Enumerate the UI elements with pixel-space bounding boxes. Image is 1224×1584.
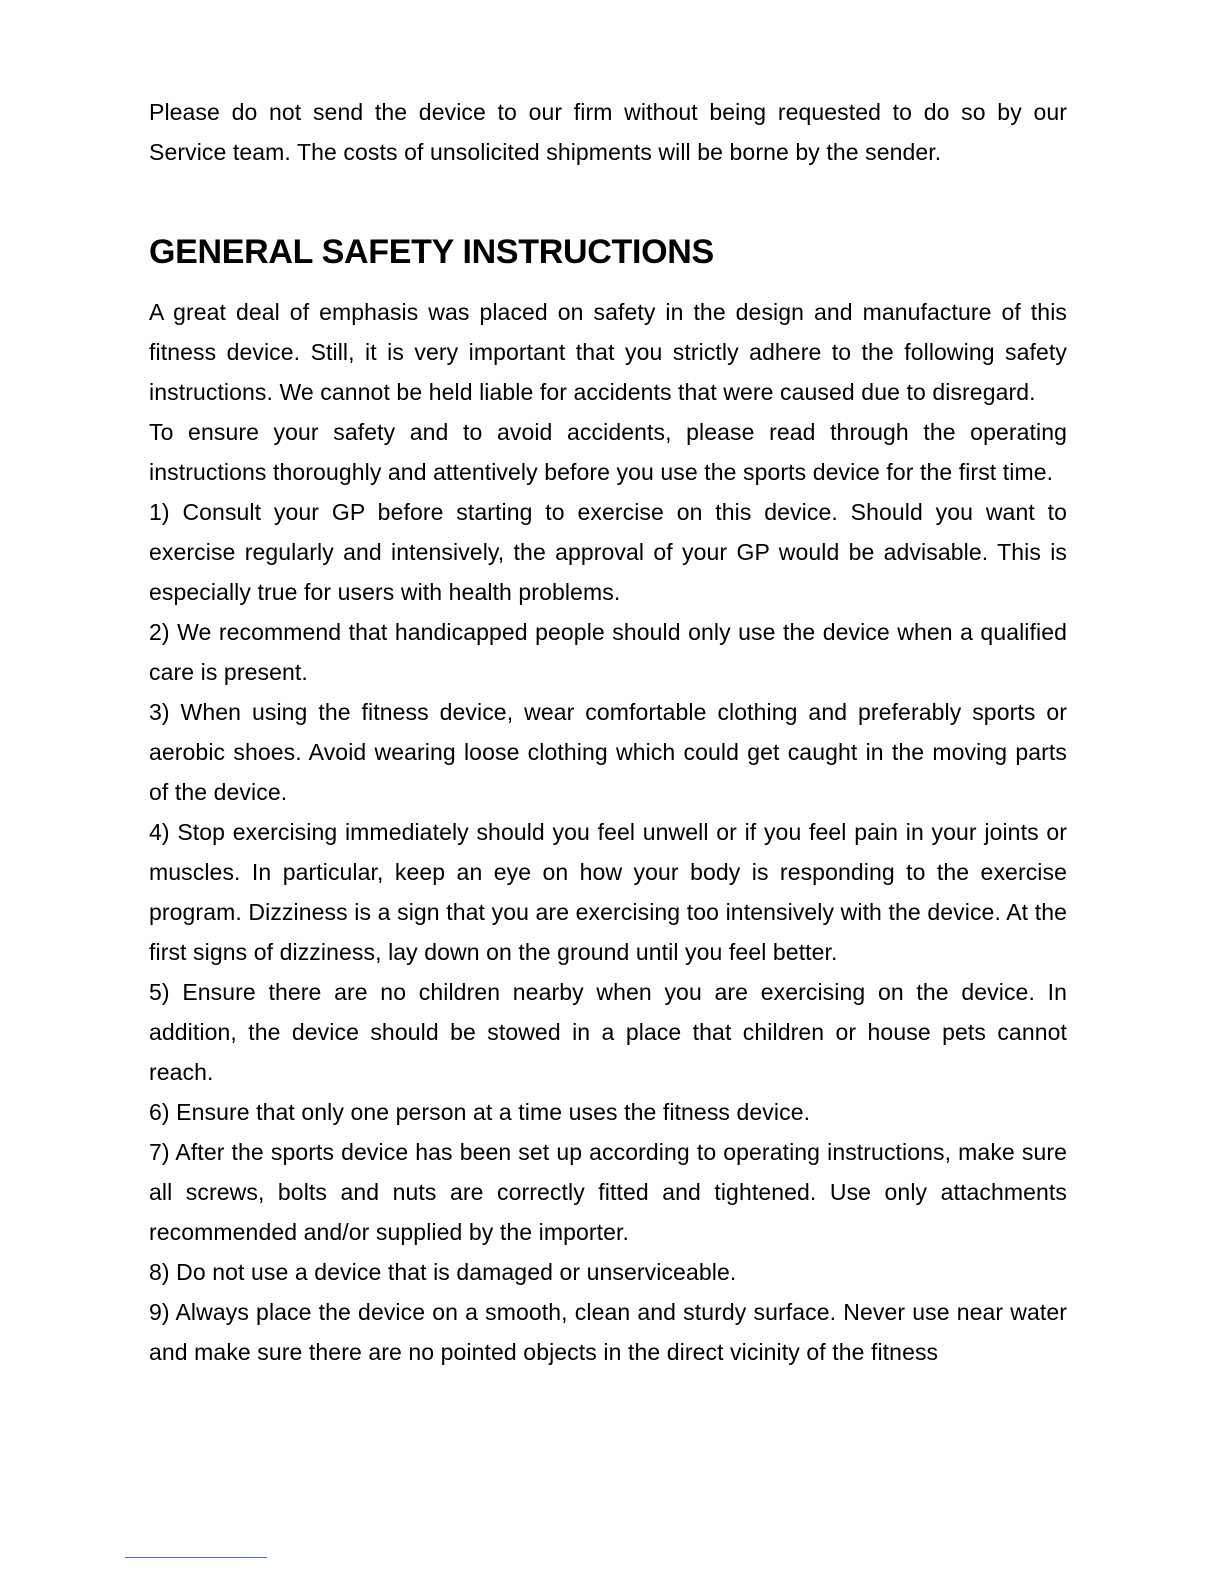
document-page <box>149 92 1067 1372</box>
safety-intro-paragraph: A great deal of emphasis was placed on safety in the design and manufacture of this fitness device. Still, it is very important that you strictly adhere to the following safety instructions. We cannot be held liable for accidents that were caused due to disregard. <box>149 299 1067 405</box>
instruction-item-4: 4) Stop exercising immediately should you feel unwell or if you feel pain in your joints or muscles. In particular, keep an eye on how your body is responding to the exercise program. Dizziness is a sign that you are exercising too intensively with the device. At the first signs of dizziness, lay down on the ground until you feel better. <box>149 819 1067 965</box>
section-heading: GENERAL SAFETY INSTRUCTIONS <box>149 233 714 271</box>
intro-paragraph: Please do not send the device to our firm without being requested to do so by our Service team. The costs of unsolicited shipments will be borne by the sender. <box>149 99 1067 165</box>
instruction-item-5: 5) Ensure there are no children nearby when you are exercising on the device. In addition, the device should be stowed in a place that children or house pets cannot reach. <box>149 979 1067 1085</box>
instruction-item-1: 1) Consult your GP before starting to exercise on this device. Should you want to exercise regularly and intensively, the approval of your GP would be advisable. This is especially true for users with health problems. <box>149 499 1067 605</box>
instruction-item-2: 2) We recommend that handicapped people should only use the device when a qualified care is present. <box>149 619 1067 685</box>
instruction-item-6: 6) Ensure that only one person at a time uses the fitness device. <box>149 1099 811 1125</box>
footnote-divider <box>125 1557 267 1558</box>
instruction-item-3: 3) When using the fitness device, wear comfortable clothing and preferably sports or aerobic shoes. Avoid wearing loose clothing which could get caught in the moving parts of the device. <box>149 699 1067 805</box>
instruction-item-8: 8) Do not use a device that is damaged or unserviceable. <box>149 1259 737 1285</box>
reading-advice-paragraph: To ensure your safety and to avoid accidents, please read through the operating instructions thoroughly and attentively before you use the sports device for the first time. <box>149 419 1067 485</box>
instruction-item-9: 9) Always place the device on a smooth, clean and sturdy surface. Never use near water and make sure there are no pointed objects in the direct vicinity of the fitness <box>149 1299 1067 1365</box>
instruction-item-7: 7) After the sports device has been set up according to operating instructions, make sure all screws, bolts and nuts are correctly fitted and tightened. Use only attachments recommended and/or supplied by the importer. <box>149 1139 1067 1245</box>
